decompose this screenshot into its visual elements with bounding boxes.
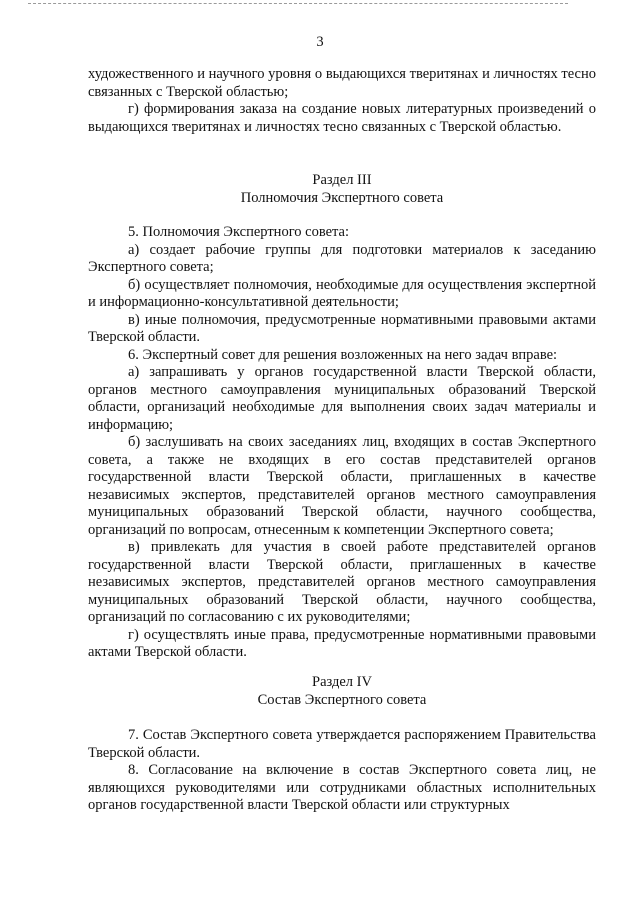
section-3-paragraph: а) создает рабочие группы для подготовки материалов к заседанию Экспертного совета; xyxy=(88,241,596,275)
section-4-subtitle: Состав Экспертного совета xyxy=(257,691,427,708)
page-number: 3 xyxy=(316,34,324,50)
section-4-paragraph: 8. Согласование на включение в состав Экспертного совета лиц, не являющихся руководителями или сотрудниками областных исполнительных органов государственной власти Тверской области или структурных xyxy=(88,762,596,813)
continuation-paragraph: художественного и научного уровня о выдающихся тверитянах и личностях тесно связанных с Тверской областью; xyxy=(88,66,596,100)
section-3-paragraph: г) осуществлять иные права, предусмотренные нормативными правовыми актами Тверской области. xyxy=(88,626,596,660)
section-3-paragraph: в) иные полномочия, предусмотренные нормативными правовыми актами Тверской области. xyxy=(88,311,596,345)
section-3-paragraph: в) привлекать для участия в своей работе представителей органов государственной власти Тверской области, приглашенных в качестве независимых экспертов, представителей органов местного самоуправления муниципальных образований Тверской области, научного сообщества, организаций по согласованию с их руководителями; xyxy=(88,539,596,625)
section-4-title: Раздел IV xyxy=(312,674,372,690)
section-4-paragraph: 7. Состав Экспертного совета утверждается распоряжением Правительства Тверской области. xyxy=(88,727,596,761)
section-3-paragraph: а) запрашивать у органов государственной власти Тверской области, органов местного самоуправления муниципальных образований Тверской области, организаций необходимые для выполнения своих задач материалы и информацию; xyxy=(88,364,596,433)
section-3-title: Раздел III xyxy=(312,172,372,188)
section-3-subtitle: Полномочия Экспертного совета xyxy=(240,189,444,206)
section-4-heading xyxy=(88,674,596,709)
section-3-body xyxy=(88,224,596,662)
section-4-body xyxy=(88,727,596,815)
intro-block xyxy=(88,66,596,136)
item-g-paragraph: г) формирования заказа на создание новых литературных произведений о выдающихся тверитянах и личностях тесно связанных с Тверской областью. xyxy=(88,101,596,135)
section-3-heading xyxy=(88,172,596,207)
section-3-paragraph: 5. Полномочия Экспертного совета: xyxy=(128,224,350,240)
section-3-paragraph: б) осуществляет полномочия, необходимые для осуществления экспертной и информационно-консультативной деятельности; xyxy=(88,276,596,310)
section-3-paragraph: б) заслушивать на своих заседаниях лиц, входящих в состав Экспертного совета, а также не входящих в его состав представителей органов государственной власти Тверской области, приглашенных в качестве независимых экспертов, представителей органов местного самоуправления муниципальных образований Тверской области, научного сообщества, организаций по вопросам, отнесенным к компетенции Экспертного совета; xyxy=(88,434,596,538)
section-3-paragraph: 6. Экспертный совет для решения возложенных на него задач вправе: xyxy=(128,346,558,363)
